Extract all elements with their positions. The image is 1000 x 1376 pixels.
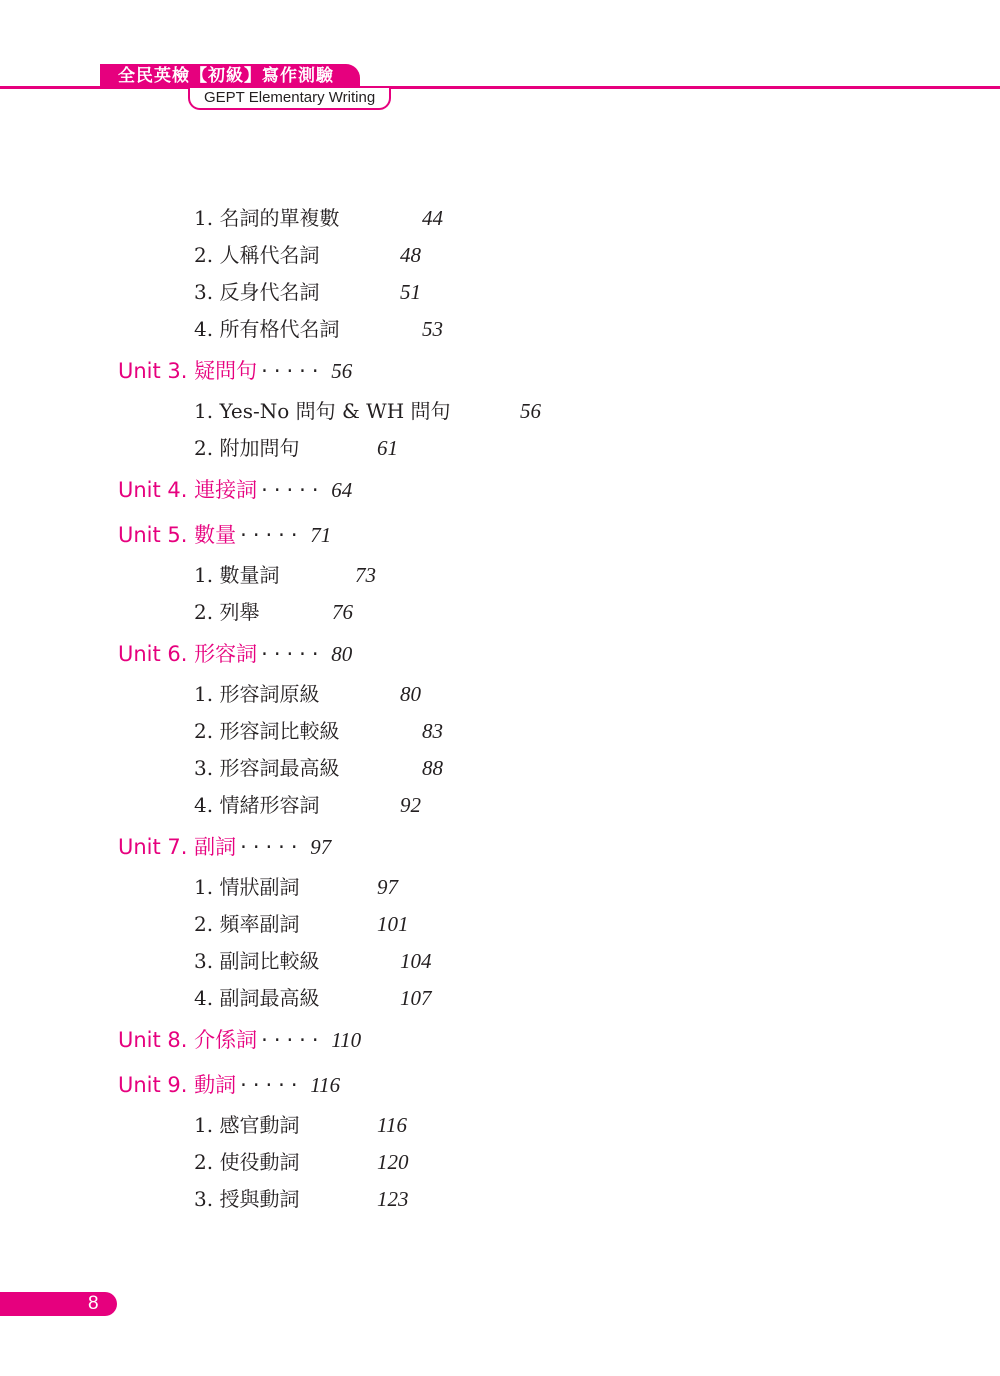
unit-page: 110	[331, 1028, 362, 1052]
toc-sub-item-text: 3. 形容詞最高級	[194, 756, 340, 780]
toc-sub-item-text: 2. 頻率副詞	[194, 912, 300, 936]
leader-dots: ·····	[261, 359, 325, 383]
unit-label: Unit 4.	[118, 478, 188, 502]
toc-unit-8[interactable]	[118, 1025, 361, 1055]
toc-unit-9[interactable]	[118, 1070, 340, 1100]
book-title-en: GEPT Elementary Writing	[188, 88, 391, 110]
unit-page: 71	[310, 523, 332, 547]
toc-sub-item-text: 4. 所有格代名詞	[194, 317, 340, 341]
toc-sub-item-page: 61	[377, 436, 398, 460]
toc-sub-item-text: 3. 反身代名詞	[194, 280, 320, 304]
leader-dots: ·····	[261, 1028, 325, 1052]
toc-sub-item-page: 120	[377, 1150, 409, 1174]
toc-sub-item-text: 2. 人稱代名詞	[194, 243, 320, 267]
toc-sub-item-page: 44	[422, 206, 443, 230]
unit-page: 56	[331, 359, 353, 383]
toc-sub-item-page: 104	[400, 949, 432, 973]
toc-sub-item-text: 1. Yes-No 問句 & WH 問句	[194, 399, 451, 423]
page-number: 8	[88, 1293, 99, 1314]
leader-dots: ·····	[240, 835, 304, 859]
unit-name: 副詞	[194, 835, 237, 859]
unit-name: 形容詞	[194, 642, 258, 666]
toc-sub-item-page: 92	[400, 793, 421, 817]
unit-page: 80	[331, 642, 353, 666]
unit-label: Unit 7.	[118, 835, 188, 859]
unit-label: Unit 9.	[118, 1073, 188, 1097]
book-title-cn: 全民英檢【初級】寫作測驗	[100, 64, 360, 88]
toc-unit-3[interactable]	[118, 356, 352, 386]
unit-name: 介係詞	[194, 1028, 258, 1052]
toc-sub-item-text: 2. 列舉	[194, 600, 260, 624]
toc-sub-item-page: 80	[400, 682, 421, 706]
unit-page: 64	[331, 478, 353, 502]
page-number-tab	[0, 1292, 117, 1316]
toc-sub-item-text: 4. 情緒形容詞	[194, 793, 320, 817]
toc-sub-item-text: 1. 感官動詞	[194, 1113, 300, 1137]
toc-unit-6[interactable]	[118, 639, 352, 669]
toc-sub-item-text: 3. 副詞比較級	[194, 949, 320, 973]
toc-sub-item-page: 101	[377, 912, 409, 936]
unit-page: 116	[310, 1073, 341, 1097]
toc-unit-5[interactable]	[118, 520, 331, 550]
toc-sub-item-text: 1. 名詞的單複數	[194, 206, 340, 230]
leader-dots: ·····	[240, 1073, 304, 1097]
toc-sub-item-text: 2. 形容詞比較級	[194, 719, 340, 743]
toc-sub-item-text: 1. 情狀副詞	[194, 875, 300, 899]
toc-sub-item-text: 2. 附加問句	[194, 436, 300, 460]
toc-sub-item-page: 73	[355, 563, 376, 587]
unit-name: 動詞	[194, 1073, 237, 1097]
unit-label: Unit 5.	[118, 523, 188, 547]
toc-sub-item-page: 48	[400, 243, 421, 267]
unit-name: 連接詞	[194, 478, 258, 502]
leader-dots: ·····	[261, 478, 325, 502]
toc-unit-4[interactable]	[118, 475, 352, 505]
toc-unit-7[interactable]	[118, 832, 331, 862]
unit-label: Unit 6.	[118, 642, 188, 666]
toc-sub-item-page: 88	[422, 756, 443, 780]
toc-sub-item-text: 1. 形容詞原級	[194, 682, 320, 706]
unit-label: Unit 3.	[118, 359, 188, 383]
toc-sub-item-text: 4. 副詞最高級	[194, 986, 320, 1010]
unit-page: 97	[310, 835, 332, 859]
toc-sub-item-page: 107	[400, 986, 432, 1010]
toc-sub-item-text: 1. 數量詞	[194, 563, 280, 587]
toc-sub-item-page: 83	[422, 719, 443, 743]
toc-sub-item-page: 116	[377, 1113, 407, 1137]
toc-sub-item-page: 97	[377, 875, 398, 899]
leader-dots: ·····	[240, 523, 304, 547]
leader-dots: ·····	[261, 642, 325, 666]
unit-label: Unit 8.	[118, 1028, 188, 1052]
toc-sub-item-page: 51	[400, 280, 421, 304]
toc-sub-item-text: 2. 使役動詞	[194, 1150, 300, 1174]
toc-sub-item-text: 3. 授與動詞	[194, 1187, 300, 1211]
unit-name: 數量	[194, 523, 237, 547]
unit-name: 疑問句	[194, 359, 258, 383]
toc-sub-item-page: 76	[332, 600, 353, 624]
toc-sub-item-page: 56	[520, 399, 541, 423]
toc-sub-item-page: 53	[422, 317, 443, 341]
toc-sub-item-page: 123	[377, 1187, 409, 1211]
